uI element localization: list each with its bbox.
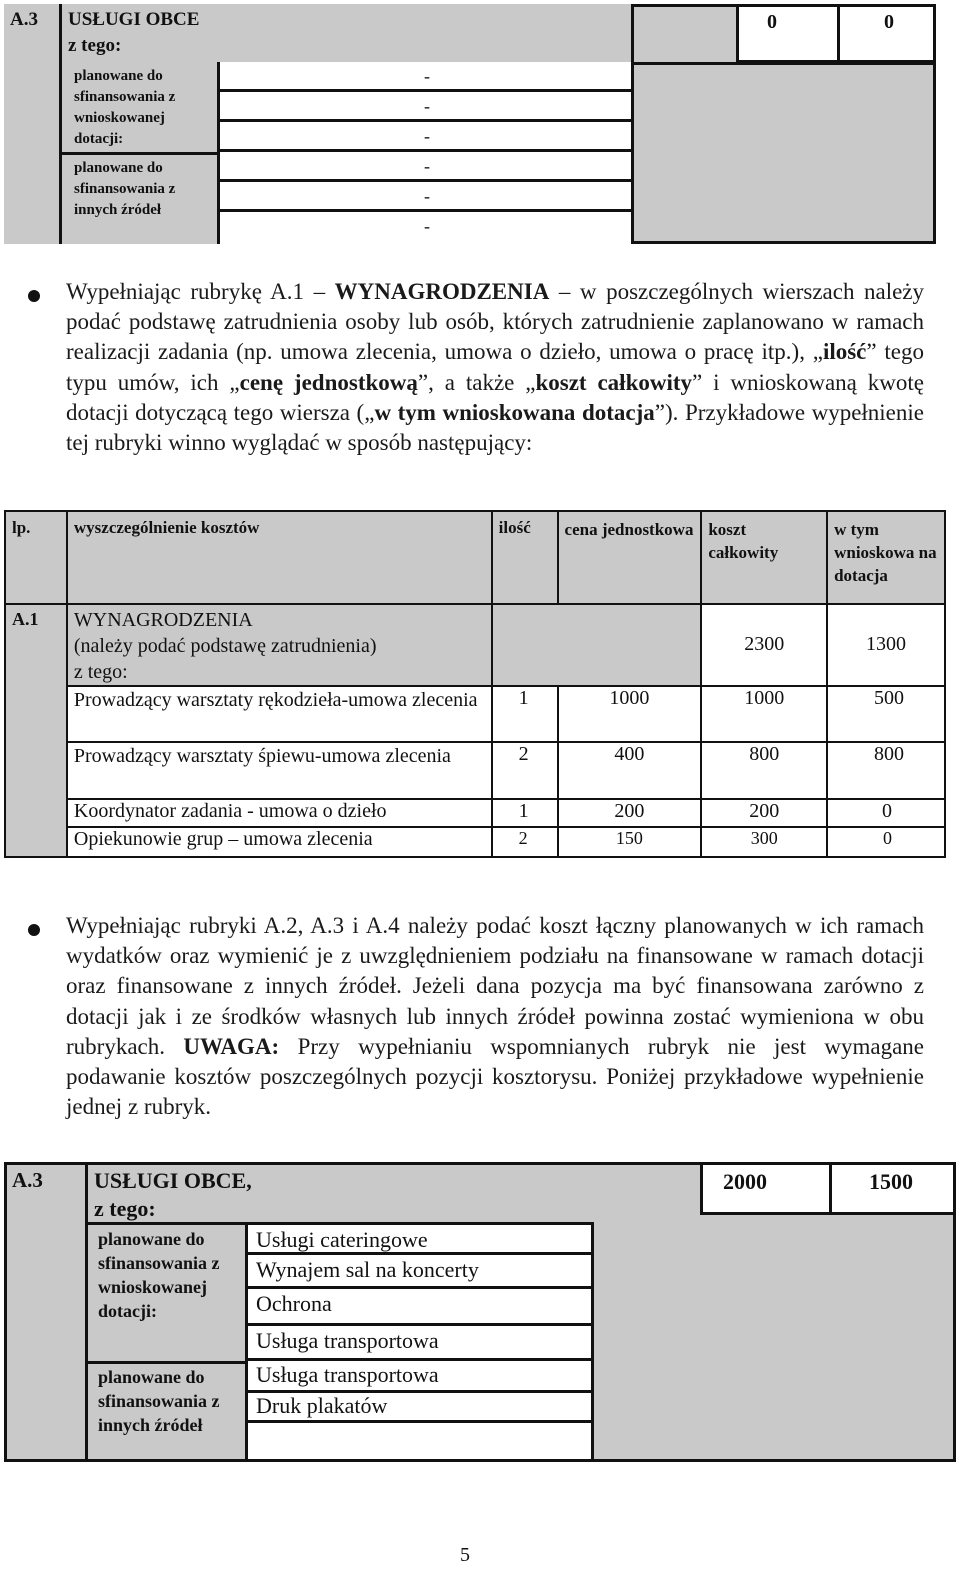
dash-row: - [220, 122, 634, 152]
text-segment: ”, a także „ [417, 369, 536, 395]
row-total: 300 [701, 827, 827, 857]
group-labels-cell [62, 62, 220, 244]
row-desc: Koordynator zadania - umowa o dzieło [67, 799, 492, 827]
bullet [28, 924, 40, 936]
row-total: 1000 [701, 686, 827, 742]
text-segment: – w poszczególnych wierszach należy podać podstawę zatrudnienia osoby lub osób, których zatrudnienie zaplanowano w ramach realizacji zadania (np. umowa zlecenia, umowa o dzieło, umowa o pracę itp.), „ [66, 279, 925, 365]
section-title: WYNAGRODZENIA [73, 608, 253, 631]
totals-cell [700, 1165, 953, 1215]
row-title: USŁUGI OBCE [68, 9, 200, 30]
text-segment: Wypełniając rubryki A.2, A.3 i A.4 należy podać koszt łączny planowanych w ich ramach wydatków oraz wymienić je z uwzględnieniem podziału na finansowane w ramach dotacji oraz finansowane z innych źródeł. Jeżeli dana pozycja ma być finansowana zarówno z dotacji jak i ze środków własnych lub innych źródeł powinna zostać wymieniona w obu rubrykach. [66, 913, 924, 1059]
section-empty [492, 604, 702, 686]
bold-text-segment: UWAGA: [183, 1033, 280, 1059]
row-desc: Opiekunowie grup – umowa zlecenia [67, 827, 492, 857]
text-segment: Wypełniając rubrykę A.1 – [66, 279, 335, 304]
group2-label: planowane do sfinansowania z innych źródeł [74, 160, 176, 218]
list-item: Usługi cateringowe [248, 1225, 591, 1255]
row-total: 200 [701, 799, 827, 827]
group-labels-cell [88, 1225, 248, 1462]
row-qty: 1 [492, 686, 558, 742]
dash-row: - [424, 216, 430, 236]
header-grant: w tym wnioskowa na dotacja [827, 511, 945, 604]
dash-row: - [220, 62, 634, 92]
group2-label: planowane do sfinansowania z innych źródeł [98, 1367, 220, 1435]
row-title: USŁUGI OBCE, [94, 1168, 252, 1193]
list-item: Usługa transportowa [248, 1361, 591, 1393]
row-unit-price: 200 [558, 799, 702, 827]
table-row [5, 742, 945, 798]
dash-row: - [220, 92, 634, 122]
list-item: Usługa transportowa [248, 1323, 591, 1361]
text-segment: ”). Przykładowe wypełnienie tej rubryki winno wyglądać w sposób następujący: [66, 399, 924, 456]
section-note: (należy podać podstawę zatrudnienia) [73, 634, 377, 657]
code-cell [4, 1162, 88, 1462]
value1: 0 [767, 11, 777, 33]
section-row [5, 604, 945, 686]
group1-label: planowane do sfinansowania z wnioskowanej dotacji: [74, 68, 176, 147]
total-value: 2000 [723, 1169, 767, 1194]
text-segment: ” tego typu umów, ich „ [66, 339, 924, 395]
section-title-cell [67, 604, 492, 686]
text-segment: Przy wypełnianiu wspomnianych rubryk nie jest wymagane podawanie kosztów poszczególnych pozycji kosztorysu. Poniżej przykładowe wypełnienie jednej z rubryk. [66, 1033, 924, 1120]
group-divider [62, 152, 220, 155]
title-cell [88, 1162, 700, 1222]
page-number: 5 [460, 1544, 470, 1566]
row-desc: Prowadzący warsztaty rękodzieła-umowa zlecenia [67, 686, 492, 742]
text-segment: ” i wnioskowaną kwotę dotacji dotyczącą tego wiersza („ [66, 369, 924, 425]
dash-row: - [220, 182, 634, 212]
table-row [5, 799, 945, 827]
bold-text-segment: ilość [822, 339, 867, 365]
table-row [5, 686, 945, 742]
row-grant: 0 [827, 799, 945, 827]
header-unit-price: cena jednostkowa [558, 511, 702, 604]
instruction-paragraph-2 [66, 911, 924, 1122]
section-subtitle: z tego: [73, 660, 128, 683]
value2-cell [840, 7, 933, 63]
list-item: Druk plakatów [248, 1393, 591, 1423]
row-unit-price: 150 [558, 827, 702, 857]
dash-row: - [220, 152, 634, 182]
dash-rows [220, 62, 634, 244]
value1-cell [736, 7, 840, 63]
row-grant: 0 [827, 827, 945, 857]
table-a3-empty [4, 4, 936, 244]
grant-value: 1500 [869, 1169, 913, 1194]
row-qty: 1 [492, 799, 558, 827]
row-qty: 2 [492, 742, 558, 798]
header-lp: lp. [5, 511, 67, 604]
row-unit-price: 1000 [558, 686, 702, 742]
row-subtitle: z tego: [94, 1196, 156, 1221]
row-grant: 500 [827, 686, 945, 742]
bold-text-segment: koszt całkowity [535, 369, 693, 395]
table-a3-example [4, 1162, 956, 1462]
table-row [5, 827, 945, 857]
row-grant: 800 [827, 742, 945, 798]
list-item: Wynajem sal na koncerty [248, 1255, 591, 1289]
header-desc: wyszczególnienie kosztów [67, 511, 492, 604]
section-grant: 1300 [827, 604, 945, 686]
group-divider [88, 1361, 248, 1364]
title-cell [62, 4, 634, 62]
code-cell [4, 4, 62, 244]
header-row [5, 511, 945, 604]
row-code: A.3 [12, 1168, 43, 1192]
divider [634, 62, 933, 65]
section-code: A.1 [5, 604, 67, 857]
group1-label: planowane do sfinansowania z wnioskowanej dotacji: [98, 1229, 220, 1321]
row-total: 800 [701, 742, 827, 798]
bullet [28, 290, 40, 302]
value2: 0 [884, 11, 894, 33]
example-costs-table [4, 510, 946, 858]
divider [829, 1165, 832, 1212]
bold-text-segment: cenę jednostkową [239, 369, 418, 395]
bold-text-segment: w tym wnioskowana dotacja [374, 399, 655, 425]
header-total: koszt całkowity [701, 511, 827, 604]
row-subtitle: z tego: [68, 35, 122, 56]
row-desc: Prowadzący warsztaty śpiewu-umowa zlecenia [67, 742, 492, 798]
row-qty: 2 [492, 827, 558, 857]
bold-text-segment: WYNAGRODZENIA [334, 279, 550, 304]
instruction-paragraph-1 [66, 277, 924, 458]
section-total: 2300 [701, 604, 827, 686]
row-code: A.3 [10, 9, 38, 30]
items-list [248, 1225, 594, 1459]
row-unit-price: 400 [558, 742, 702, 798]
list-item: Ochrona [256, 1291, 332, 1316]
header-qty: ilość [492, 511, 558, 604]
